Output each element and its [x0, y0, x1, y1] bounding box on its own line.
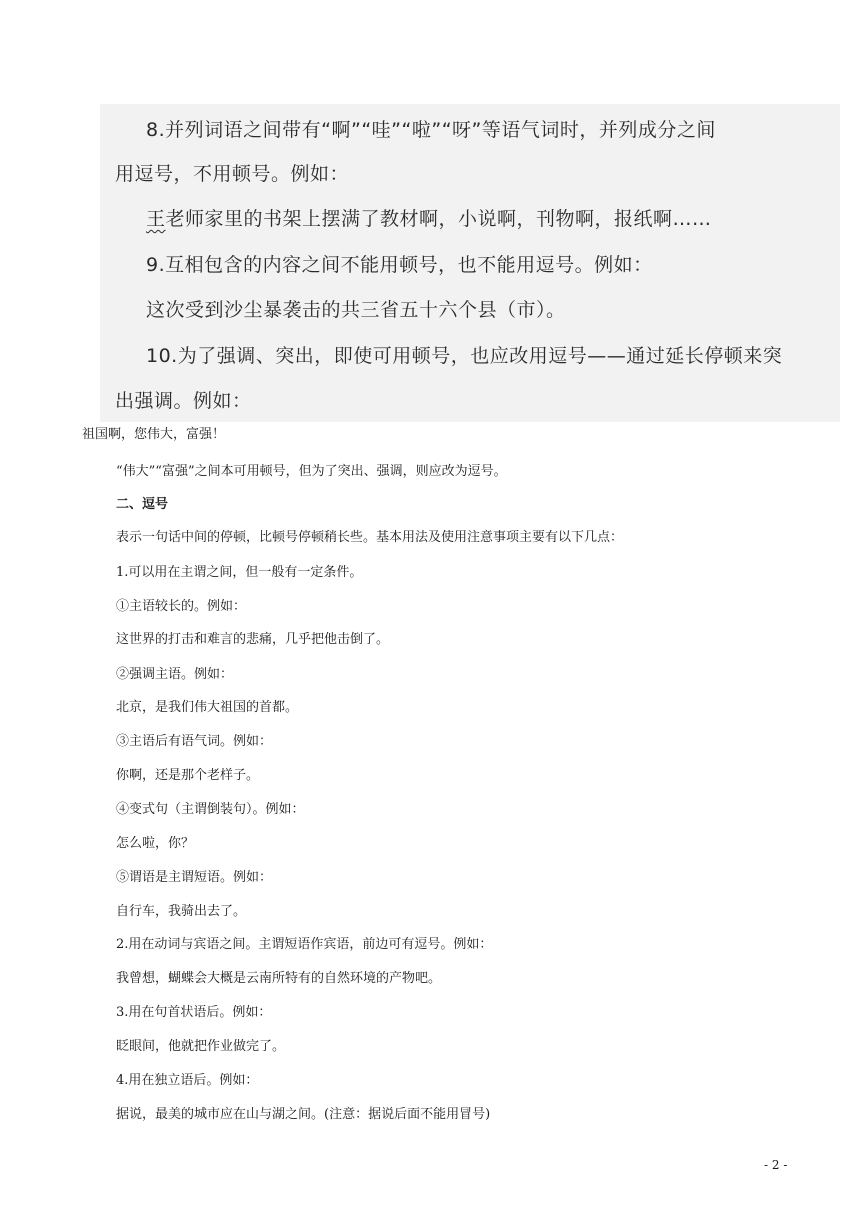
item-1-c: ③主语后有语气词。例如： — [116, 734, 273, 749]
item-3-example: 眨眼间，他就把作业做完了。 — [116, 1039, 286, 1054]
item-3: 3.用在句首状语后。例如： — [116, 1005, 272, 1020]
rule-10-line-2: 出强调。例如： — [115, 390, 252, 412]
rule-8-line-1: 8.并列词语之间带有“啊”“哇”“啦”“呀”等语气词时，并列成分之间 — [146, 119, 716, 141]
rule-8-line-2: 用逗号，不用顿号。例如： — [115, 163, 350, 185]
rule-9-example: 这次受到沙尘暴袭击的共三省五十六个县（市）。 — [146, 299, 566, 321]
page-number: - 2 - — [764, 1158, 788, 1172]
rule-8-example — [146, 204, 712, 231]
rule-10-line-1: 10.为了强调、突出，即使可用顿号，也应改用逗号——通过延长停顿来突 — [146, 345, 783, 367]
item-2-example: 我曾想，蝴蝶会大概是云南所特有的自然环境的产物吧。 — [116, 971, 442, 986]
item-1-a-example: 这世界的打击和难言的悲痛，几乎把他击倒了。 — [116, 632, 390, 647]
item-1-d: ④变式句（主谓倒装句）。例如： — [116, 802, 305, 817]
section-intro: 表示一句话中间的停顿，比顿号停顿稍长些。基本用法及使用注意事项主要有以下几点： — [116, 530, 624, 545]
rule-9: 9.互相包含的内容之间不能用顿号，也不能用逗号。例如： — [146, 254, 653, 276]
item-1: 1.可以用在主谓之间，但一般有一定条件。 — [116, 565, 363, 580]
item-1-b: ②强调主语。例如： — [116, 667, 234, 682]
item-1-e-example: 自行车，我骑出去了。 — [116, 904, 247, 919]
item-1-d-example: 怎么啦，你？ — [116, 836, 195, 851]
rule-8-example-text: 老师家里的书架上摆满了教材啊，小说啊，刊物啊，报纸啊…… — [165, 208, 712, 230]
item-1-a: ①主语较长的。例如： — [116, 599, 247, 614]
item-1-b-example: 北京，是我们伟大祖国的首都。 — [116, 700, 299, 715]
item-2: 2.用在动词与宾语之间。主谓短语作宾语，前边可有逗号。例如： — [116, 937, 493, 952]
section-heading: 二、逗号 — [116, 497, 169, 512]
item-1-c-example: 你啊，还是那个老样子。 — [116, 768, 260, 783]
item-4-example: 据说，最美的城市应在山与湖之间。(注意：据说后面不能用冒号) — [116, 1107, 491, 1122]
rule-10-example: 祖国啊，您伟大，富强！ — [82, 427, 226, 442]
underlined-char: 王 — [146, 208, 166, 230]
item-1-e: ⑤谓语是主谓短语。例如： — [116, 870, 273, 885]
rule-10-note: “伟大”“富强”之间本可用顿号，但为了突出、强调，则应改为逗号。 — [116, 464, 507, 479]
item-4: 4.用在独立语后。例如： — [116, 1073, 259, 1088]
